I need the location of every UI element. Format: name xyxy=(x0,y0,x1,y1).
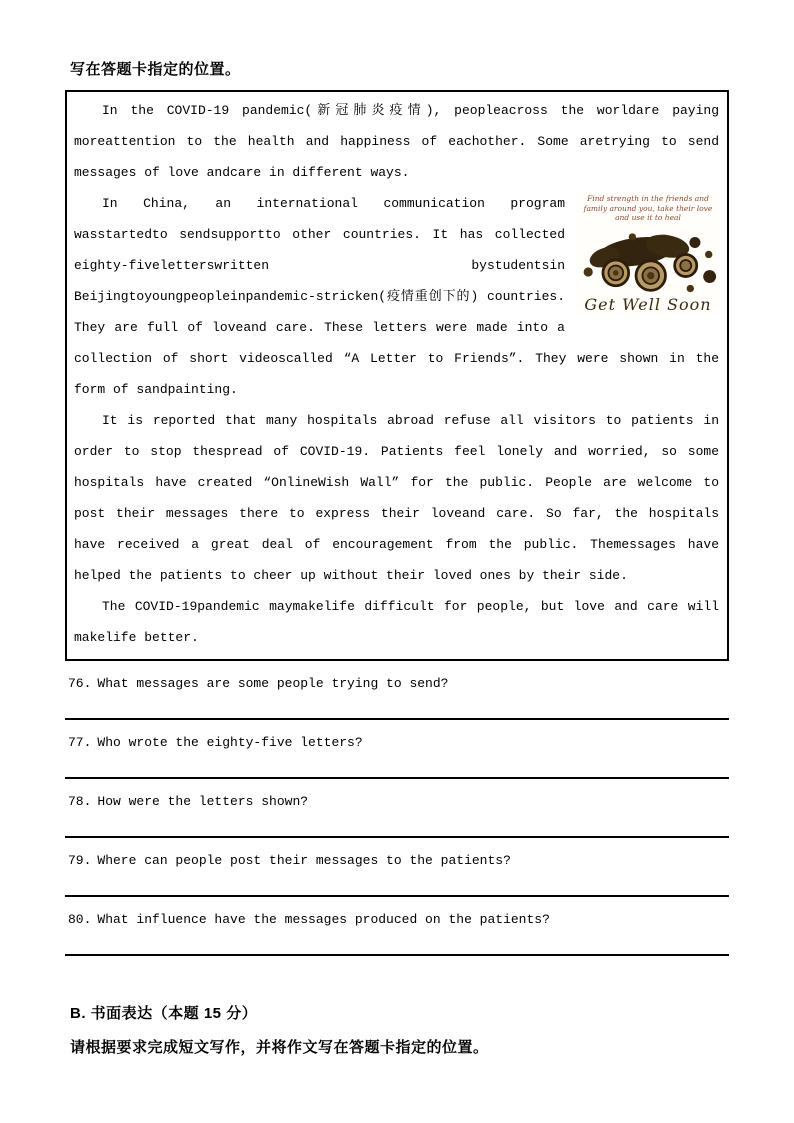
short-answer-questions xyxy=(65,661,729,956)
question-78 xyxy=(65,779,729,838)
question-number: 79. xyxy=(68,853,92,868)
question-76 xyxy=(65,661,729,720)
question-text xyxy=(65,675,729,692)
question-text xyxy=(65,852,729,869)
section-b-writing xyxy=(70,1004,729,1058)
passage-paragraph-3: It is reported that many hospitals abroad refuse all visitors to patients in order to stop thespread of COVID-19. Patients feel lonely and worried, so some hospitals have created “OnlineWish Wall” for the public. People are welcome to post their messages there to express their loveand care. So far, the hospitals have received a great deal of encouragement from the public. Themessages have helped the patients to cheer up without their loved ones by their side. xyxy=(74,413,719,583)
question-text xyxy=(65,793,729,810)
passage-paragraph-2: In China, an international communication program wasstartedto sendsupportto other countries. It has collected eighty-fiveletterswritten bystudentsin Beijingtoyoungpeopleinpandemic-stricken(疫情重创下的) countries. They are full of loveand care. These letters were made into a collection of short videoscalled “A Letter to Friends”. They were shown in the form of sandpainting. xyxy=(74,196,719,397)
question-number: 77. xyxy=(68,735,92,750)
question-body: Where can people post their messages to the patients? xyxy=(97,853,511,868)
question-body: What messages are some people trying to send? xyxy=(97,676,449,691)
answer-blank-line xyxy=(65,954,729,956)
question-text xyxy=(65,911,729,928)
section-b-instruction: 请根据要求完成短文写作，并将作文写在答题卡指定的位置。 xyxy=(70,1039,489,1056)
question-text xyxy=(65,734,729,751)
question-number: 76. xyxy=(68,676,92,691)
section-b-heading: B. 书面表达（本题 15 分） xyxy=(70,1005,258,1022)
question-79 xyxy=(65,838,729,897)
answer-sheet-instruction-note: 写在答题卡指定的位置。 xyxy=(70,61,241,78)
card-script-caption: Find strength in the friends and family around you, take their love and use it to heal xyxy=(583,194,713,222)
passage-paragraph-1: In the COVID-19 pandemic(新冠肺炎疫情), peopleacross the worldare paying moreattention to the health and happiness of eachother. Some aretrying to send messages of love andcare in different ways. xyxy=(74,103,719,180)
card-get-well-soon-text: Get Well Soon xyxy=(584,294,712,314)
question-body: What influence have the messages produced on the patients? xyxy=(97,912,550,927)
question-body: Who wrote the eighty-five letters? xyxy=(97,735,363,750)
reading-passage-box xyxy=(65,90,729,661)
question-80 xyxy=(65,897,729,956)
question-77 xyxy=(65,720,729,779)
get-well-flowers-illustration xyxy=(579,224,717,296)
get-well-card-image xyxy=(577,192,719,316)
passage-paragraph-4: The COVID-19pandemic maymakelife difficult for people, but love and care will makelife better. xyxy=(74,599,719,645)
question-number: 78. xyxy=(68,794,92,809)
question-body: How were the letters shown? xyxy=(97,794,309,809)
question-number: 80. xyxy=(68,912,92,927)
